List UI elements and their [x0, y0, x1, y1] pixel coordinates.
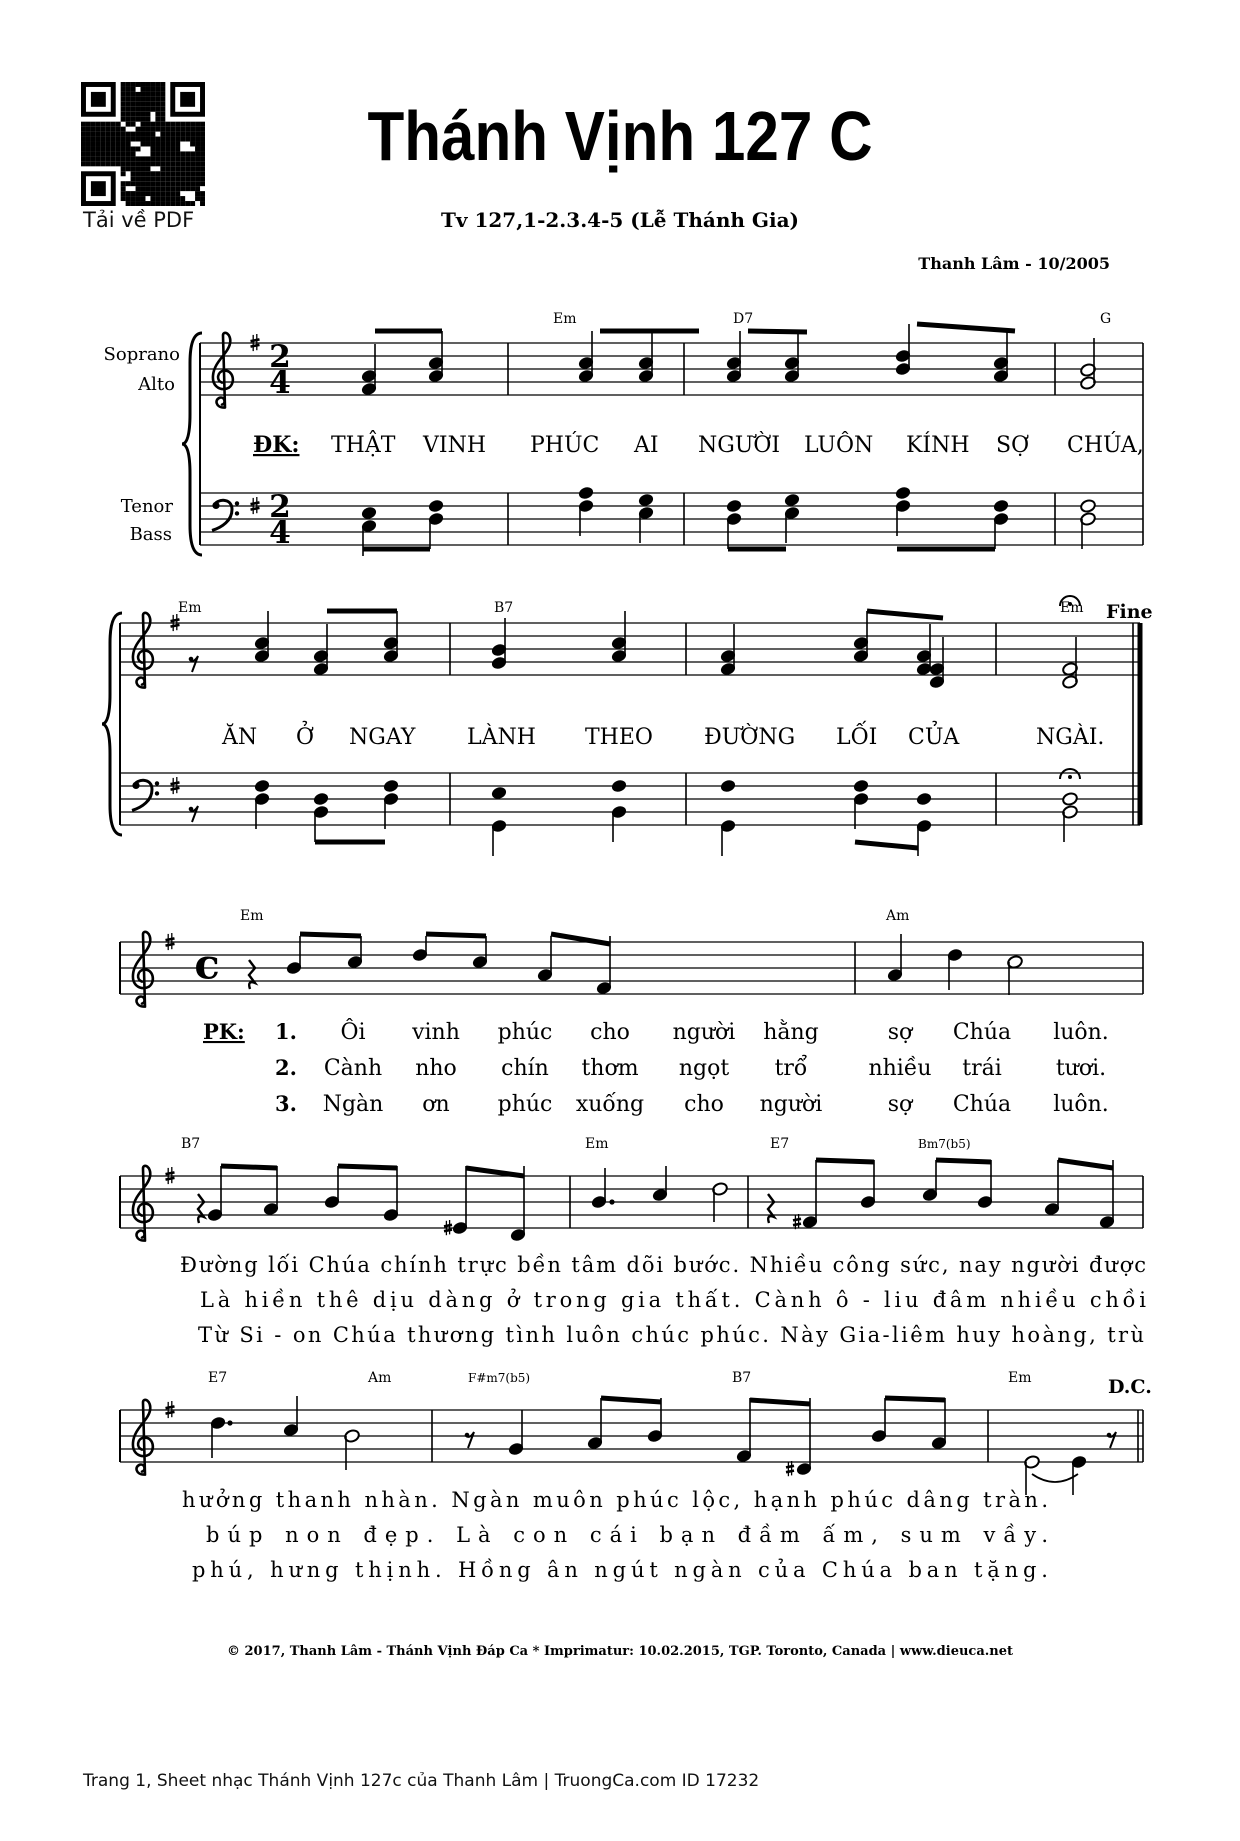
notehead	[638, 493, 655, 508]
time-signature-top: 2	[269, 339, 291, 376]
chord: Em	[178, 600, 202, 616]
time-signature-bottom: 4	[269, 365, 291, 402]
note-beam	[601, 1398, 661, 1402]
chord: Em	[240, 908, 264, 924]
dot-icon	[609, 1199, 614, 1204]
eighth-rest-icon	[1107, 1433, 1112, 1438]
fine-mark: Fine	[1106, 601, 1153, 623]
note-beam	[748, 331, 807, 332]
notehead	[720, 779, 737, 794]
note-beam	[1058, 1160, 1113, 1168]
chord: Bm7(b5)	[918, 1137, 971, 1151]
chord: B7	[494, 600, 514, 616]
lyric: THEO	[585, 725, 653, 750]
notehead	[895, 486, 912, 501]
sharp-stroke	[251, 345, 260, 347]
page-info: Trang 1, Sheet nhạc Thánh Vịnh 127c của Thanh Lâm | TruongCa.com ID 17232	[83, 1771, 760, 1791]
common-time-icon: c	[194, 939, 220, 989]
copyright-footer: © 2017, Thanh Lâm - Thánh Vịnh Đáp Ca * Imprimatur: 10.02.2015, TGP. Toronto, Canada | www.dieuca.net	[226, 1644, 1014, 1659]
lyric: THẬT	[331, 433, 396, 458]
lyric-line: Đường lối Chúa chính trực bền tâm dõi bước. Nhiều công sức, nay người được	[180, 1253, 1146, 1277]
verse-number: 3.	[275, 1091, 297, 1116]
bass-clef-icon	[212, 500, 239, 530]
refrain-lyrics-1	[253, 430, 1144, 458]
tenor-label: Tenor	[120, 496, 173, 517]
sharp-icon	[793, 1214, 801, 1229]
eighth-rest-icon	[189, 807, 194, 812]
lyric: cho	[590, 1020, 630, 1045]
chord: E7	[208, 1370, 228, 1386]
verse-numbers	[275, 1019, 297, 1116]
notehead	[1062, 792, 1079, 807]
lyric: ĐƯỜNG	[704, 725, 796, 750]
composer-credit: Thanh Lâm - 10/2005	[918, 254, 1110, 273]
sharp-stroke	[166, 1412, 175, 1414]
sharp-stroke	[171, 625, 180, 627]
lyric: CHÚA,	[1067, 433, 1144, 458]
sharp-stroke	[444, 1230, 452, 1232]
note-beam	[936, 1160, 991, 1162]
lyric: xuống	[575, 1092, 645, 1117]
lyric: KÍNH	[906, 433, 970, 458]
quarter-rest-icon	[249, 960, 255, 989]
lyric: NGƯỜI	[698, 433, 781, 458]
sharp-stroke	[251, 508, 260, 510]
sharp-stroke	[793, 1224, 801, 1226]
lyric: phúc	[497, 1020, 553, 1045]
lyric: luôn.	[1053, 1020, 1109, 1045]
chord: Am	[886, 908, 910, 924]
notehead	[254, 779, 271, 794]
sharp-stroke	[166, 1406, 175, 1408]
note-beam	[855, 842, 918, 848]
lyric: ơn	[422, 1092, 450, 1117]
note-beam	[750, 1400, 810, 1404]
song-subtitle: Tv 127,1-2.3.4-5 (Lễ Thánh Gia)	[441, 208, 799, 232]
sharp-stroke	[171, 782, 180, 784]
sharp-stroke	[166, 938, 175, 940]
lyric-line: búp non đẹp. Là con cái bạn đầm ấm, sum vầy.	[206, 1523, 1048, 1547]
lyric: thơm	[581, 1056, 639, 1081]
note-beam	[816, 1160, 874, 1162]
lyric-line: Từ Si - on Chúa thương tình luôn chúc phúc. Này Gia-liêm huy hoàng, trù	[198, 1323, 1144, 1347]
note-beam	[221, 1166, 277, 1168]
fermata-icon	[1068, 775, 1072, 779]
lyric: CỦA	[908, 725, 960, 750]
notehead	[993, 499, 1010, 514]
sharp-stroke	[251, 502, 260, 504]
note-beam	[338, 1166, 397, 1168]
sharp-stroke	[171, 788, 180, 790]
chord: F#m7(b5)	[468, 1371, 531, 1385]
chord: Am	[368, 1370, 392, 1386]
chord: D7	[733, 311, 754, 327]
lyric: Ở	[296, 725, 315, 750]
lyric: NGÀI.	[1036, 725, 1105, 750]
lyric: trổ	[774, 1056, 808, 1081]
lyric: vinh	[412, 1020, 460, 1045]
lyric-line: hưởng thanh nhàn. Ngàn muôn phúc lộc, hạnh phúc dâng tràn.	[182, 1488, 1048, 1512]
notehead	[428, 499, 445, 514]
notehead	[853, 779, 870, 794]
notehead	[1080, 499, 1097, 514]
time-signature-bass-top: 2	[269, 489, 291, 526]
sys4-chords	[181, 1136, 971, 1152]
soprano-label: Soprano	[103, 344, 180, 365]
tie-icon	[1032, 1474, 1078, 1482]
lyric: nho	[415, 1056, 457, 1081]
refrain-chords	[178, 311, 1111, 616]
lyric: nhiều	[868, 1056, 932, 1081]
chord: G	[1100, 311, 1112, 327]
bass-clef-icon	[132, 780, 159, 810]
lyric: trái	[962, 1056, 1002, 1081]
dot-icon	[227, 1420, 232, 1425]
notehead	[578, 486, 595, 501]
sharp-icon	[786, 1461, 794, 1476]
chord: E7	[770, 1136, 790, 1152]
lyric: sợ	[887, 1020, 913, 1045]
alto-label: Alto	[138, 374, 175, 395]
lyric: VINH	[423, 433, 487, 458]
lyric: Ôi	[340, 1020, 366, 1045]
lyric: hằng	[763, 1020, 819, 1045]
time-signature-bass-bottom: 4	[269, 515, 291, 552]
bass-label: Bass	[129, 524, 172, 545]
lyric: phúc	[497, 1092, 553, 1117]
chord: Em	[1060, 600, 1084, 616]
lyric: luôn.	[1053, 1092, 1109, 1117]
lyric: Ngàn	[322, 1092, 384, 1117]
lyric-line: Là hiền thê dịu dàng ở trong gia thất. Cành ô - liu đâm nhiều chồi	[200, 1288, 1146, 1312]
treble-clef-icon	[213, 333, 233, 408]
lyric-line: phú, hưng thịnh. Hồng ân ngút ngàn của Chúa ban tặng.	[192, 1558, 1048, 1582]
note-beam	[466, 1168, 524, 1176]
notehead	[784, 493, 801, 508]
note-beam	[885, 1398, 945, 1400]
notehead	[491, 786, 508, 801]
sharp-stroke	[793, 1219, 801, 1221]
sharp-stroke	[444, 1225, 452, 1227]
lyric: Cành	[323, 1056, 383, 1081]
notehead	[361, 506, 378, 521]
quarter-rest-icon	[198, 1194, 204, 1223]
refrain-lyrics-2	[221, 720, 1104, 750]
lyric: Chúa	[952, 1092, 1012, 1117]
note-beam	[917, 324, 1015, 331]
chord: Em	[1008, 1370, 1032, 1386]
lyric: ngọt	[678, 1056, 730, 1081]
notehead	[383, 779, 400, 794]
lyric: NGAY	[349, 725, 416, 750]
verse-label: PK:	[203, 1019, 245, 1044]
eighth-rest-icon	[189, 657, 194, 662]
chord: B7	[732, 1370, 752, 1386]
lyric: Chúa	[952, 1020, 1012, 1045]
lyric: tươi.	[1055, 1056, 1107, 1081]
chord: B7	[181, 1136, 201, 1152]
note-beam	[426, 934, 486, 936]
note-beam	[867, 611, 943, 618]
lyric: người	[759, 1092, 823, 1117]
lyric: chín	[501, 1056, 549, 1081]
lyric: ĂN	[222, 725, 258, 750]
sharp-stroke	[166, 1178, 175, 1180]
notehead	[916, 792, 933, 807]
download-pdf-link[interactable]: Tải về PDF	[83, 208, 195, 232]
verse-lyrics-sys4	[180, 1253, 1146, 1347]
lyric: PHÚC	[530, 433, 600, 458]
lyric: người	[672, 1020, 736, 1045]
chord: Em	[553, 311, 577, 327]
verse-number: 1.	[275, 1019, 297, 1044]
verse-lyrics-sys5	[182, 1488, 1048, 1582]
lyric: cho	[684, 1092, 724, 1117]
note-beam	[300, 934, 361, 936]
sharp-stroke	[171, 619, 180, 621]
sharp-stroke	[166, 1172, 175, 1174]
lyric: LÀNH	[467, 725, 536, 750]
notehead	[611, 779, 628, 794]
lyric: LỐI	[836, 725, 878, 750]
chord: Em	[585, 1136, 609, 1152]
refrain-label: ĐK:	[253, 432, 300, 458]
treble-clef-icon	[133, 1400, 153, 1475]
treble-clef-icon	[133, 613, 153, 688]
notehead	[726, 499, 743, 514]
verse-number: 2.	[275, 1055, 297, 1080]
lyric: AI	[634, 433, 659, 458]
quarter-rest-icon	[768, 1194, 774, 1223]
lyric: SỢ	[996, 433, 1030, 458]
lyric: sợ	[887, 1092, 913, 1117]
verse-lyrics-sys3	[323, 1018, 1109, 1117]
treble-clef-icon	[133, 1166, 153, 1241]
sharp-stroke	[786, 1471, 794, 1473]
eighth-rest-icon	[465, 1433, 470, 1438]
sys5-chords	[208, 1370, 1032, 1386]
da-capo-mark: D.C.	[1108, 1376, 1152, 1398]
lyric: LUÔN	[804, 433, 874, 458]
sharp-stroke	[166, 944, 175, 946]
notehead	[313, 792, 330, 807]
treble-clef-icon	[133, 932, 153, 1007]
song-title: Thánh Vịnh 127 C	[367, 97, 873, 175]
sharp-stroke	[251, 339, 260, 341]
sharp-stroke	[786, 1466, 794, 1468]
